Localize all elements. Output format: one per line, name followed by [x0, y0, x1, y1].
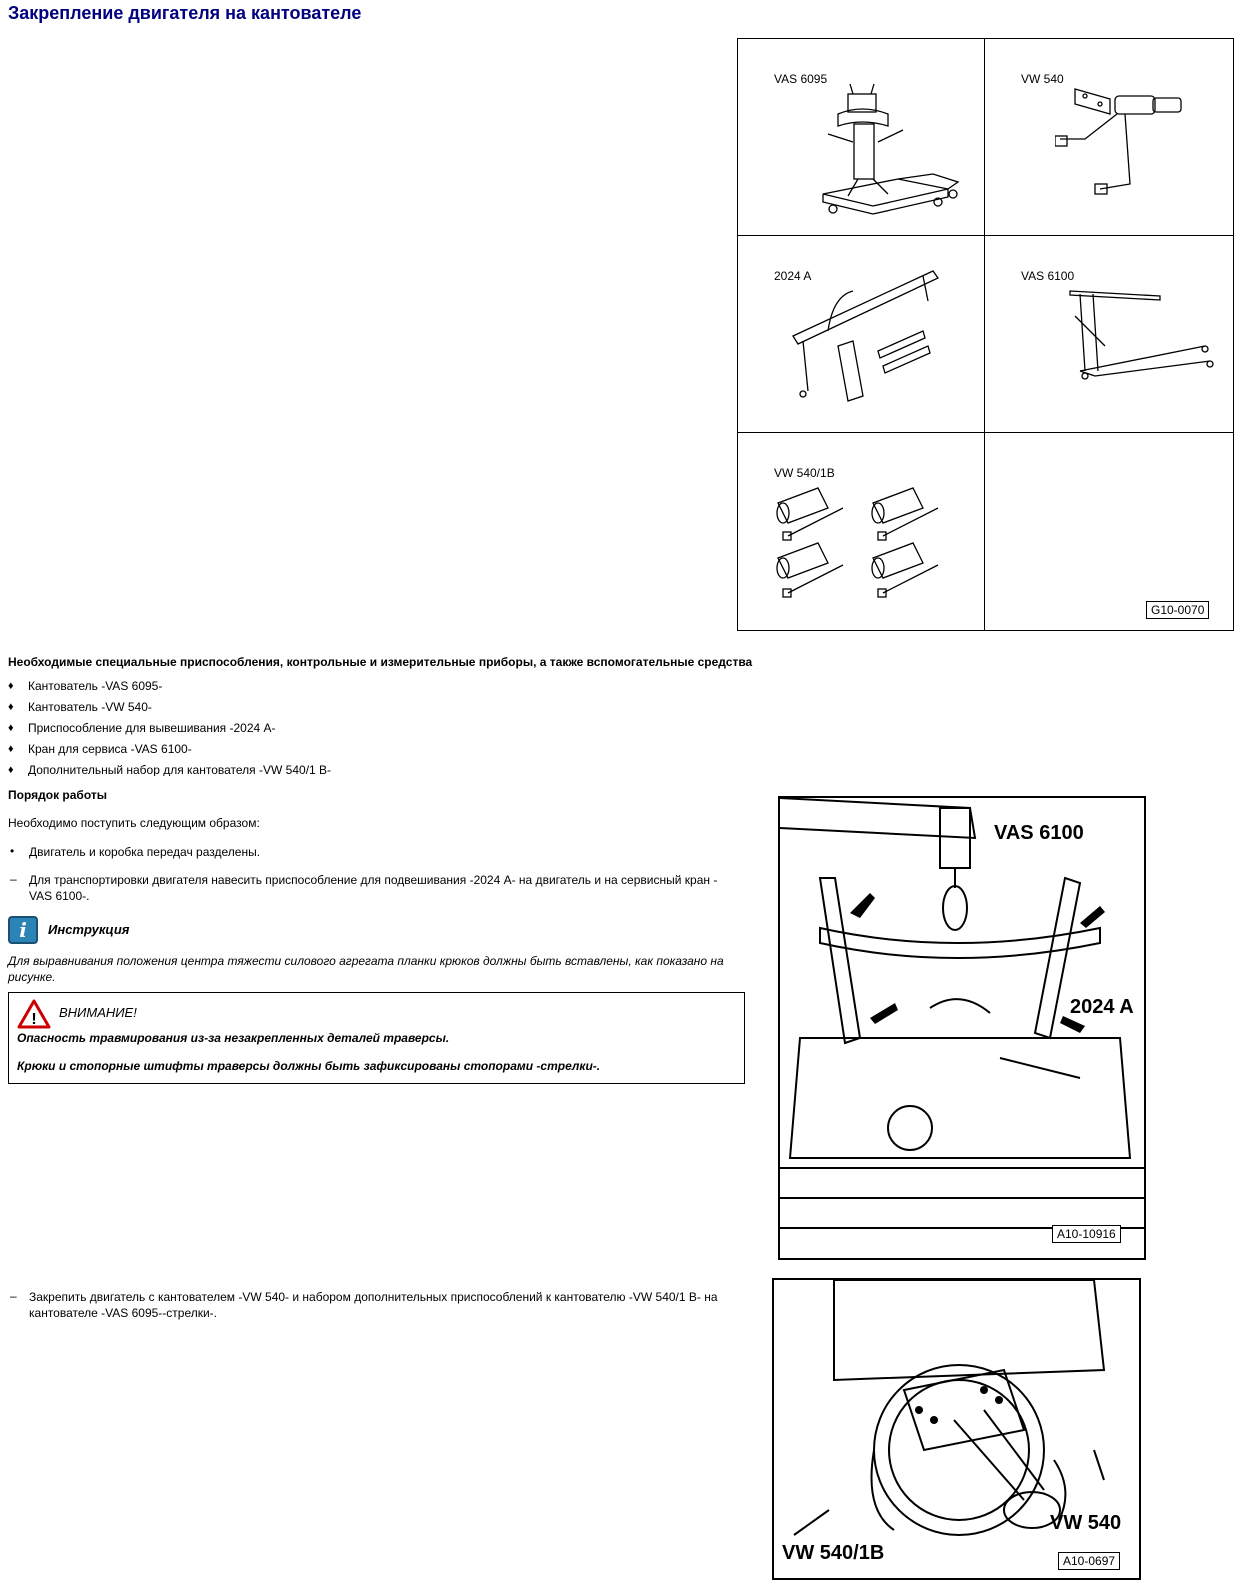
tool-cell-vw-540 [984, 38, 1234, 236]
engine-lifting-drawing [780, 798, 1144, 1258]
2024a-label: 2024 A [1070, 996, 1134, 1018]
adapter-set-drawing [773, 478, 963, 608]
engine-bracket-drawing [1055, 84, 1195, 204]
bullet: ♦ [8, 743, 14, 755]
step-dash: – [10, 1289, 17, 1303]
step-3-text: Закрепить двигатель с кантователем -VW 540- и набором дополнительных приспособлений к кантователю -VW 540/1 B- на кантователе -VAS 6095--стрелки-. [29, 1290, 718, 1320]
list-item-text: Кантователь -VW 540- [28, 700, 152, 714]
procedure-heading: Порядок работы [8, 788, 107, 802]
step-bullet: • [10, 844, 15, 858]
warning-title: ВНИМАНИЕ! [59, 1005, 137, 1020]
tool-cell-vas-6095 [737, 38, 985, 236]
note-text: Для выравнивания положения центра тяжести силового агрегата планки крюков должны быть вставлены, как показано на рисунке. [8, 954, 724, 984]
warning-line-1: Опасность травмирования из-за незакрепленных деталей траверсы. [17, 1031, 450, 1045]
figure-code: A10-10916 [1052, 1225, 1121, 1243]
list-item-text: Дополнительный набор для кантователя -VW 540/1 B- [28, 763, 332, 776]
warning-line-2: Крюки и стопорные штифты траверсы должны быть зафиксированы стопорами -стрелки-. [17, 1059, 601, 1073]
warning-box [8, 992, 745, 1084]
vw-540-label: VW 540 [1050, 1512, 1122, 1534]
bullet: ♦ [8, 701, 14, 713]
info-icon: i [8, 916, 38, 944]
tool-label: VAS 6095 [774, 72, 828, 86]
tool-label: 2024 A [774, 269, 812, 283]
required-tools-heading: Необходимые специальные приспособления, контрольные и измерительные приборы, а также вспомогательные средства [8, 655, 753, 669]
figure-code: G10-0070 [1146, 601, 1209, 619]
figure-code: A10-0697 [1058, 1552, 1120, 1570]
tool-label: VAS 6100 [1021, 269, 1075, 283]
list-item [8, 718, 708, 739]
bullet: ♦ [8, 722, 14, 734]
step-2-text: Для транспортировки двигателя навесить приспособление для подвешивания -2024 A- на двигатель и на сервисный кран -VAS 6100-. [29, 873, 718, 903]
warning-glyph: ! [31, 1011, 37, 1028]
note-title: Инструкция [48, 922, 130, 937]
tool-cell-vas-6100 [984, 235, 1234, 433]
list-item [8, 697, 708, 718]
tools-figure [737, 38, 1234, 631]
procedure-intro: Необходимо поступить следующим образом: [8, 816, 260, 830]
bullet: ♦ [8, 764, 14, 776]
list-item [8, 676, 708, 697]
tool-cell-vw-540-1b [737, 432, 985, 631]
list-item-text: Кантователь -VAS 6095- [28, 679, 163, 693]
list-item [8, 739, 708, 760]
tool-label: VW 540 [1021, 72, 1064, 86]
lifting-bracket-drawing [783, 266, 973, 416]
vas-6100-label: VAS 6100 [994, 822, 1084, 844]
page-title: Закрепление двигателя на кантователе [8, 3, 362, 23]
engine-stand-drawing [798, 84, 968, 219]
vw-540-1b-label: VW 540/1B [782, 1542, 885, 1564]
tools-list [8, 676, 708, 776]
list-item [8, 760, 708, 776]
crane-drawing [1065, 276, 1215, 396]
engine-mounting-figure [772, 1278, 1141, 1580]
tool-label: VW 540/1B [774, 466, 835, 480]
step-1-text: Двигатель и коробка передач разделены. [29, 845, 261, 859]
list-item-text: Приспособление для вывешивания -2024 A- [28, 721, 276, 735]
engine-lifting-figure [778, 796, 1146, 1260]
note-header [8, 916, 308, 944]
warning-triangle-icon [17, 999, 51, 1029]
bullet: ♦ [8, 680, 14, 692]
step-dash: – [10, 872, 17, 886]
tool-cell-2024a [737, 235, 985, 433]
list-item-text: Кран для сервиса -VAS 6100- [28, 742, 192, 756]
